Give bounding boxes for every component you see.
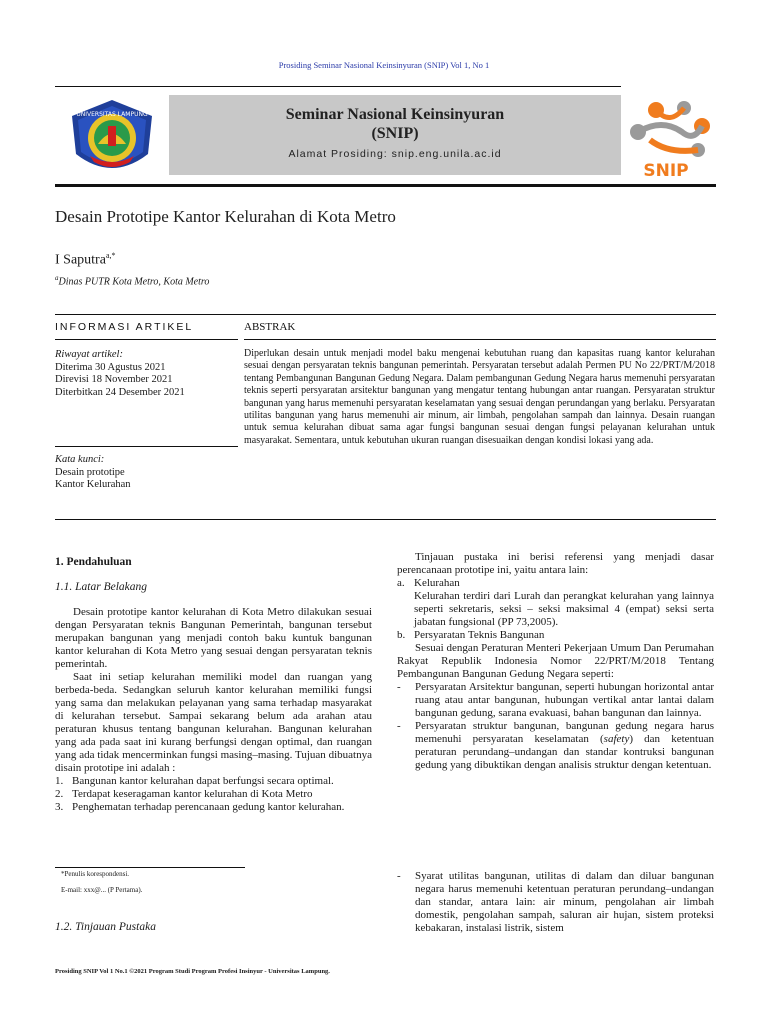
section-heading-introduction: 1. Pendahuluan bbox=[55, 556, 132, 568]
article-history bbox=[55, 349, 240, 399]
running-header: Prosiding Seminar Nasional Keinsinyuran (SNIP) Vol 1, No 1 bbox=[278, 60, 490, 70]
published-date: Diterbitkan 24 Desember 2021 bbox=[55, 386, 185, 398]
header-bottom-rule bbox=[55, 184, 716, 187]
footnotes bbox=[61, 868, 361, 896]
list-item bbox=[55, 801, 372, 814]
list-item-text: Bangunan kantor kelurahan dapat berfungsi secara optimal. bbox=[72, 775, 334, 787]
list-number: 3. bbox=[55, 801, 64, 813]
universitas-lampung-seal-icon bbox=[64, 96, 160, 182]
header-top-rule bbox=[55, 86, 621, 87]
keywords-block bbox=[55, 454, 240, 492]
dash-list-item bbox=[397, 720, 714, 772]
svg-text:SNIP: SNIP bbox=[643, 161, 689, 180]
list-item-text: Penghematan terhadap perencanaan gedung kantor kelurahan. bbox=[72, 801, 345, 813]
info-heading-rule-right bbox=[244, 339, 716, 340]
footnote-email: E-mail: xxx@... (P Pertama). bbox=[61, 886, 143, 894]
article-title: Desain Prototipe Kantor Kelurahan di Kota Metro bbox=[55, 207, 396, 226]
list-item-a bbox=[397, 577, 714, 590]
info-heading-rule-left bbox=[55, 339, 238, 340]
left-column bbox=[55, 556, 372, 814]
revised-date: Direvisi 18 November 2021 bbox=[55, 374, 173, 385]
dash-item-text-part2: ) dan ketentuan peraturan perundang–undangan dan standar kontruksi bangunan gedung yang dibuktikan dengan analisis struktur dengan ketentuan. bbox=[415, 733, 714, 771]
page-footer: Prosiding SNIP Vol 1 No.1 ©2021 Program Studi Program Profesi Insinyur - Universitas Lampung. bbox=[55, 968, 330, 975]
keyword-item: Kantor Kelurahan bbox=[55, 479, 131, 490]
author-line bbox=[55, 251, 116, 269]
banner-proceedings-address: Alamat Prosiding: snip.eng.unila.ac.id bbox=[288, 148, 502, 160]
dash-marker: - bbox=[397, 870, 401, 882]
paragraph: Saat ini setiap kelurahan memiliki model dan ruangan yang berbeda-beda. Sedangkan seluruh kantor kelurahan memiliki fungsi yang sama dan melakukan pelayanan yang sama terhadap masyarakat di kelurahan tersebut. Sampai sekarang belum ada arahan atau peraturan khusus tentang bangunan kelurahan. Bangunan kelurahan yang ada pada saat ini kurang berfungsi dengan optimal, dan ruangan yang ada tidak mencerminkan fungsi masing–masing. Tujuan dibuatnya disain prototipe ini adalah : bbox=[55, 671, 372, 774]
dash-marker: - bbox=[397, 681, 401, 693]
list-item bbox=[55, 788, 372, 801]
history-label: Riwayat artikel: bbox=[55, 349, 123, 360]
dash-item-text-italic: safety bbox=[603, 733, 630, 745]
abstract-heading: ABSTRAK bbox=[244, 321, 296, 333]
dash-item-text-part1: Persyaratan struktur bangunan, bangunan gedung negara harus memenuhi persyaratan keselamatan ( bbox=[415, 720, 714, 745]
snip-logo-icon bbox=[622, 96, 717, 180]
keyword-item: Desain prototipe bbox=[55, 466, 125, 478]
keywords-rule bbox=[55, 446, 238, 447]
received-date: Diterima 30 Agustus 2021 bbox=[55, 361, 166, 373]
keywords-label: Kata kunci: bbox=[55, 454, 105, 465]
subsection-heading-background: 1.1. Latar Belakang bbox=[55, 581, 147, 593]
author-name: I Saputra bbox=[55, 252, 106, 268]
abstract-text: Diperlukan desain untuk menjadi model baku mengenai kebutuhan ruang dan kapasitas ruang kantor kelurahan sesuai dengan persyaratan teknis bangunan pemerintah. Persyaratan tersebut adalah Permen PU No 22/PRT/M/2018 tentang Pembangunan Bangunan Gedung Negara. Dalam pembangunan Gedung Negara harus memenuhi persyaratan teknis seperti persyaratan arsitektur bangunan yang mengatur tentang hubungan antar ruangan. Persyaratan struktur bangunan yang harus memenuhi persyaratan keselamatan yang sesuai dengan perundangan yang berlaku. Persyaratan utilitas bangunan yang harus memenuhi air minum, air limbah, pengolahan sampah dan lainnya. Desain ruangan untuk semua kelurahan dibuat sama agar fungsi bangunan sesuai dengan fungsi pelayanan kelurahan untuk masyarakat. Sementara, untuk kebutuhan ukuran ruangan disesuaikan dengan kondisi lokasi yang ada. bbox=[244, 348, 715, 446]
banner-title-line2: (SNIP) bbox=[371, 125, 419, 142]
conference-banner bbox=[169, 95, 621, 175]
dash-marker: - bbox=[397, 720, 401, 732]
list-item-label: Persyaratan Teknis Bangunan bbox=[414, 629, 545, 641]
affiliation-text: Dinas PUTR Kota Metro, Kota Metro bbox=[58, 276, 210, 288]
subsection-heading-literature: 1.2. Tinjauan Pustaka bbox=[55, 921, 156, 933]
right-column-lower bbox=[397, 870, 714, 935]
banner-title-line1: Seminar Nasional Keinsinyuran bbox=[285, 106, 505, 123]
list-number: 1. bbox=[55, 775, 64, 787]
list-marker: a. bbox=[397, 577, 405, 589]
paragraph: Tinjauan pustaka ini berisi referensi yang menjadi dasar perencanaan prototipe ini, yaitu antara lain: bbox=[397, 551, 714, 576]
list-item-label: Kelurahan bbox=[414, 577, 460, 589]
author-superscript: a,* bbox=[105, 251, 116, 260]
right-column-upper bbox=[397, 551, 714, 772]
list-item bbox=[55, 775, 372, 788]
affiliation-superscript: a bbox=[55, 274, 59, 282]
list-marker: b. bbox=[397, 629, 406, 641]
affiliation bbox=[55, 274, 209, 287]
svg-text:UNIVERSITAS LAMPUNG: UNIVERSITAS LAMPUNG bbox=[76, 111, 148, 118]
list-item-b bbox=[397, 629, 714, 642]
paragraph: Sesuai dengan Peraturan Menteri Pekerjaan Umum Dan Perumahan Rakyat Republik Indonesia Nomor 22/PRT/M/2018 Tentang Pembangunan Bangunan Gedung Negara seperti: bbox=[397, 642, 714, 680]
dash-item-text: Persyaratan Arsitektur bangunan, seperti hubungan horizontal antar ruang atau antar bangunan, hubungan vertikal antar lantai dalam bangunan gedung, sarana evakuasi, bahan bangunan dan lainnya. bbox=[415, 681, 714, 719]
dash-list-item bbox=[397, 681, 714, 720]
footnote-corresponding: *Penulis korespondensi. bbox=[61, 870, 130, 878]
dash-list-item bbox=[397, 870, 714, 935]
list-item-text: Terdapat keseragaman kantor kelurahan di Kota Metro bbox=[72, 788, 313, 800]
university-logo bbox=[64, 96, 160, 182]
info-bottom-rule bbox=[55, 519, 716, 520]
paragraph: Kelurahan terdiri dari Lurah dan perangkat kelurahan yang lainnya seperti sekretaris, seksi – seksi maksimal 4 (empat) seksi serta jabatan fungsional (PP 73,2005). bbox=[414, 590, 714, 628]
info-heading: INFORMASI ARTIKEL bbox=[55, 321, 194, 333]
list-number: 2. bbox=[55, 788, 64, 800]
paragraph: Desain prototipe kantor kelurahan di Kota Metro dilakukan sesuai dengan Persyaratan teknis Bangunan Pemerintah, bangunan tersebut merupakan bangunan yang menjadi contoh baku kuntuk bangunan kantor kelurahan di Kota Metro yang sesuai dengan persyaratan teknis pemerintah. bbox=[55, 606, 372, 670]
info-top-rule bbox=[55, 314, 716, 315]
dash-item-text: Syarat utilitas bangunan, utilitas di dalam dan diluar bangunan negara harus memenuhi ketentuan peraturan perundang–undangan dan standar, antara lain: air minum, pengolahan air limbah domestik, pengolahan sampah, saluran air hujan, sistem proteksi kebakaran, instalasi listrik, sistem bbox=[415, 870, 714, 934]
snip-logo bbox=[622, 96, 717, 180]
